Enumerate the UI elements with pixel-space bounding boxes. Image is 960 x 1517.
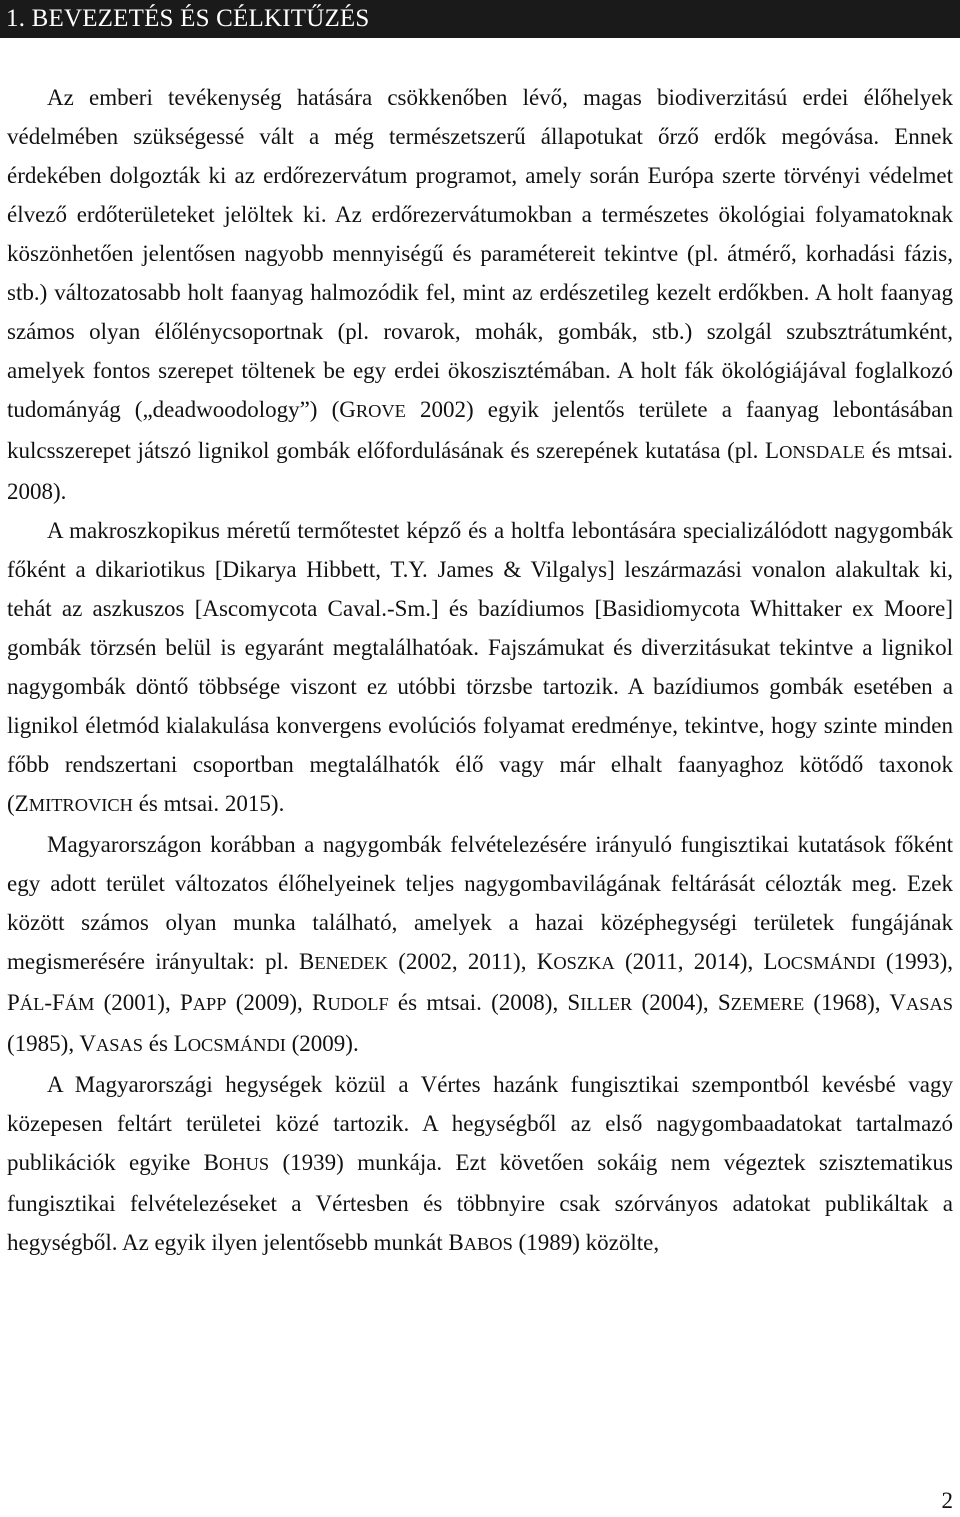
paragraph-4: A Magyarországi hegységek közül a Vértes hazánk fungisztikai szempontból kevésbé vagy közepesen feltárt területei közé tartozik. A hegységből az első nagygombaadatokat tartalmazó publikációk egyike BOHUS (1939) munkája. Ezt követően sokáig nem végeztek szisztematikus fungisztikai felvételezéseket a Vértesben és többnyire csak szórványos adatokat publikáltak a hegységből. Az egyik ilyen jelentősebb munkát BABOS (1989) közölte,: [7, 1072, 953, 1255]
paragraph-2: A makroszkopikus méretű termőtestet képző és a holtfa lebontására specializálódott nagygombák főként a dikariotikus [Dikarya Hibbett, T.Y. James & Vilgalys] leszármazási vonalon alakultak ki, tehát az aszkuszos [Ascomycota Caval.-Sm.] és bazídiumos [Basidiomycota Whittaker ex Moore] gombák törzsén belül is egyaránt megtalálhatóak. Fajszámukat és diverzitásukat tekintve a lignikol nagygombák döntő többsége viszont ez utóbbi törzsbe tartozik. A bazídiumos gombák esetében a lignikol életmód kialakulása konvergens evolúciós folyamat eredménye, tekintve, hogy szinte minden főbb rendszertani csoportban megtalálhatók élő vagy már elhalt faanyaghoz kötődő taxonok (ZMITROVICH és mtsai. 2015).: [7, 518, 953, 816]
paragraph-3: Magyarországon korábban a nagygombák felvételezésére irányuló fungisztikai kutatások főként egy adott terület változatos élőhelyeinek teljes nagygombavilágának feltárását célozták meg. Ezek között számos olyan munka található, amelyek a hazai középhegységi területek fungájának megismerésére irányultak: pl. BENEDEK (2002, 2011), KOSZKA (2011, 2014), LOCSMÁNDI (1993), PÁL-FÁM (2001), PAPP (2009), RUDOLF és mtsai. (2008), SILLER (2004), SZEMERE (1968), VASAS (1985), VASAS és LOCSMÁNDI (2009).: [7, 832, 953, 1056]
document-body: [7, 78, 953, 1264]
section-heading: 1. BEVEZETÉS ÉS CÉLKITŰZÉS: [0, 0, 960, 38]
page-number: 2: [941, 1488, 953, 1513]
paragraph-1: Az emberi tevékenység hatására csökkenőben lévő, magas biodiverzitású erdei élőhelyek védelmében szükségessé vált a még természetszerű állapotukat őrző erdők megóvása. Ennek érdekében dolgozták ki az erdőrezervátum programot, amely során Európa szerte törvényi védelmet élvező erdőterületeket jelöltek ki. Az erdőrezervátumokban a természetes ökológiai folyamatoknak köszönhetően jelentősen nagyobb mennyiségű és paramétereit tekintve (pl. átmérő, korhadási fázis, stb.) változatosabb holt faanyag halmozódik fel, mint az erdészetileg kezelt erdőkben. A holt faanyag számos olyan élőlénycsoportnak (pl. rovarok, mohák, gombák, stb.) szolgál szubsztrátumként, amelyek fontos szerepet töltenek be egy erdei ökoszisztémában. A holt fák ökológiájával foglalkozó tudományág („deadwoodology”) (GROVE 2002) egyik jelentős területe a faanyag lebontásában kulcsszerepet játszó lignikol gombák előfordulásának és szerepének kutatása (pl. LONSDALE és mtsai. 2008).: [7, 85, 953, 504]
